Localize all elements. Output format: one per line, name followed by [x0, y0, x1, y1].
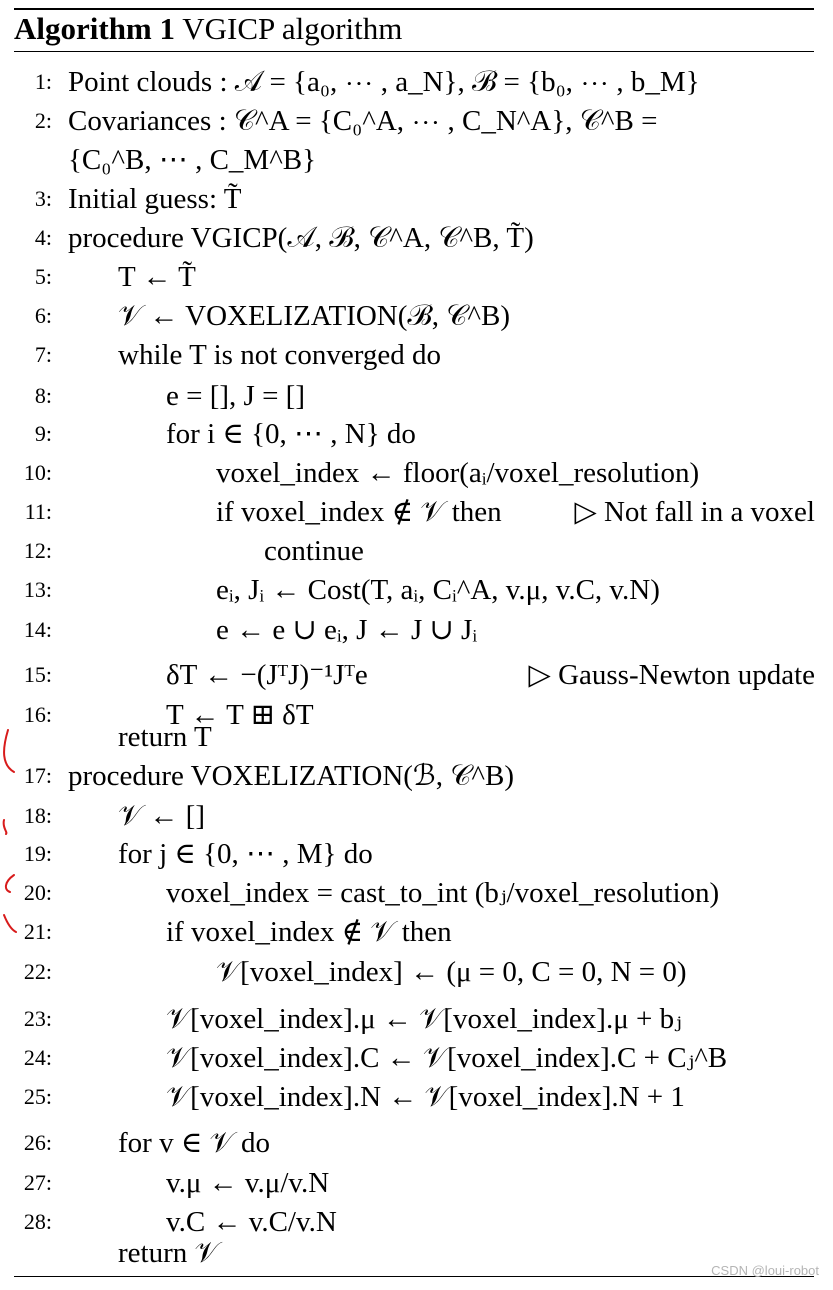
line-text: if voxel_index ∉ 𝒱 then [166, 916, 452, 948]
line-number: 15: [23, 662, 52, 687]
algo-line-19 [0, 835, 833, 873]
line-number: 18: [23, 803, 52, 828]
algo-line-4 [0, 219, 833, 257]
algo-line-5 [0, 258, 833, 296]
return-v-statement: return 𝒱 [118, 1237, 219, 1269]
line-text: v.μ ← v.μ/v.N [166, 1167, 330, 1199]
algo-line-22 [0, 953, 833, 991]
algo-line-1 [0, 63, 833, 101]
algo-line-18 [0, 797, 833, 835]
line-number: 12: [23, 538, 52, 563]
line-number: 3: [34, 186, 52, 211]
algo-line-11 [0, 493, 833, 531]
line-number: 9: [34, 421, 52, 446]
line-number: 7: [34, 342, 52, 367]
line-text: eᵢ, Jᵢ ← Cost(T, aᵢ, Cᵢ^A, v.μ, v.C, v.N) [216, 574, 660, 606]
line-number: 16: [23, 702, 52, 727]
algo-line-27 [0, 1164, 833, 1202]
line-text: voxel_index = cast_to_int (bⱼ/voxel_resolution) [166, 877, 720, 909]
line-text: if voxel_index ∉ 𝒱 then [216, 496, 502, 528]
line-text: 𝒱[voxel_index] ← (μ = 0, C = 0, N = 0) [216, 956, 687, 988]
line-number: 24: [23, 1045, 52, 1070]
csdn-watermark: CSDN @loui-robot [711, 1263, 819, 1278]
line-text: 𝒱 ← [] [118, 800, 205, 832]
line-text: continue [264, 535, 364, 567]
line-number: 21: [23, 919, 52, 944]
algo-line-12 [0, 532, 833, 570]
algo-line-13 [0, 571, 833, 609]
line-number: 6: [34, 303, 52, 328]
line-text: v.C ← v.C/v.N [166, 1206, 337, 1238]
line-number: 2: [34, 108, 52, 133]
algorithm-caption [14, 12, 402, 46]
line-text: T ← T̃ [118, 261, 196, 293]
return-t-statement: return T [118, 721, 212, 753]
line-number: 10: [23, 460, 52, 485]
line-text: for j ∈ {0, ⋯ , M} do [118, 838, 373, 870]
algo-line-10 [0, 454, 833, 492]
line-number: 4: [34, 225, 52, 250]
caption-title: VGICP algorithm [182, 11, 403, 46]
algo-line-9 [0, 415, 833, 453]
algo-line-8 [0, 377, 833, 415]
line-text: Covariances : 𝒞^A = {C₀^A, ⋯ , C_N^A}, 𝒞^B = [68, 105, 658, 137]
line-text: for i ∈ {0, ⋯ , N} do [166, 418, 416, 450]
line-number: 28: [23, 1209, 52, 1234]
line-text: voxel_index ← floor(aᵢ/voxel_resolution) [216, 457, 700, 489]
algo-line-2 [0, 102, 833, 140]
algo-line-26 [0, 1124, 833, 1162]
caption-label: Algorithm 1 [14, 11, 176, 46]
line-text: 𝒱[voxel_index].C ← 𝒱[voxel_index].C + Cⱼ^B [166, 1042, 728, 1074]
line-number: 23: [23, 1006, 52, 1031]
line-number: 13: [23, 577, 52, 602]
line-text: for v ∈ 𝒱 do [118, 1127, 270, 1159]
algo-line-21 [0, 913, 833, 951]
line-number: 8: [34, 383, 52, 408]
algo-line-6 [0, 297, 833, 335]
line-text: Point clouds : 𝒜 = {a₀, ⋯ , a_N}, ℬ = {b₀, ⋯ , b_M} [68, 66, 700, 98]
line-number: 26: [23, 1130, 52, 1155]
line-number: 20: [23, 880, 52, 905]
line-comment: ▷ Not fall in a voxel [574, 496, 815, 528]
algo-line-23 [0, 1000, 833, 1038]
line-number: 1: [34, 69, 52, 94]
algo-line-7 [0, 336, 833, 374]
algo-line-24 [0, 1039, 833, 1077]
algo-line-15 [0, 656, 833, 694]
algo-line-3 [0, 180, 833, 218]
line-number: 22: [23, 959, 52, 984]
line-number: 19: [23, 841, 52, 866]
line-number: 14: [23, 617, 52, 642]
red-annotation-scribble-icon [0, 720, 24, 950]
line-number: 11: [24, 499, 52, 524]
line-text: procedure VOXELIZATION(ℬ, 𝒞^B) [68, 760, 514, 792]
algo-line-25 [0, 1078, 833, 1116]
line-number: 27: [23, 1170, 52, 1195]
bottom-rule [14, 1276, 814, 1277]
top-rule [14, 8, 814, 10]
line-number: 25: [23, 1084, 52, 1109]
line-number: 17: [23, 763, 52, 788]
algo-line-14 [0, 611, 833, 649]
line-text: while T is not converged do [118, 339, 441, 371]
algo-line-20 [0, 874, 833, 912]
line-text: T ← T ⊞ δT [166, 699, 314, 731]
line-2-continuation: {C₀^B, ⋯ , C_M^B} [68, 144, 317, 176]
line-text: procedure VGICP(𝒜, ℬ, 𝒞^A, 𝒞^B, T̃) [68, 222, 534, 254]
line-text: 𝒱 ← VOXELIZATION(ℬ, 𝒞^B) [118, 300, 511, 332]
line-comment: ▷ Gauss-Newton update [528, 659, 815, 691]
line-text: δT ← −(JᵀJ)⁻¹Jᵀe [166, 659, 368, 691]
line-number: 5: [34, 264, 52, 289]
line-text: 𝒱[voxel_index].N ← 𝒱[voxel_index].N + 1 [166, 1081, 685, 1113]
algo-line-17 [0, 757, 833, 795]
line-text: e ← e ∪ eᵢ, J ← J ∪ Jᵢ [216, 614, 478, 646]
line-text: Initial guess: T̃ [68, 183, 242, 215]
line-text: e = [], J = [] [166, 380, 305, 412]
caption-rule [14, 51, 814, 52]
line-text: 𝒱[voxel_index].μ ← 𝒱[voxel_index].μ + bⱼ [166, 1003, 682, 1035]
